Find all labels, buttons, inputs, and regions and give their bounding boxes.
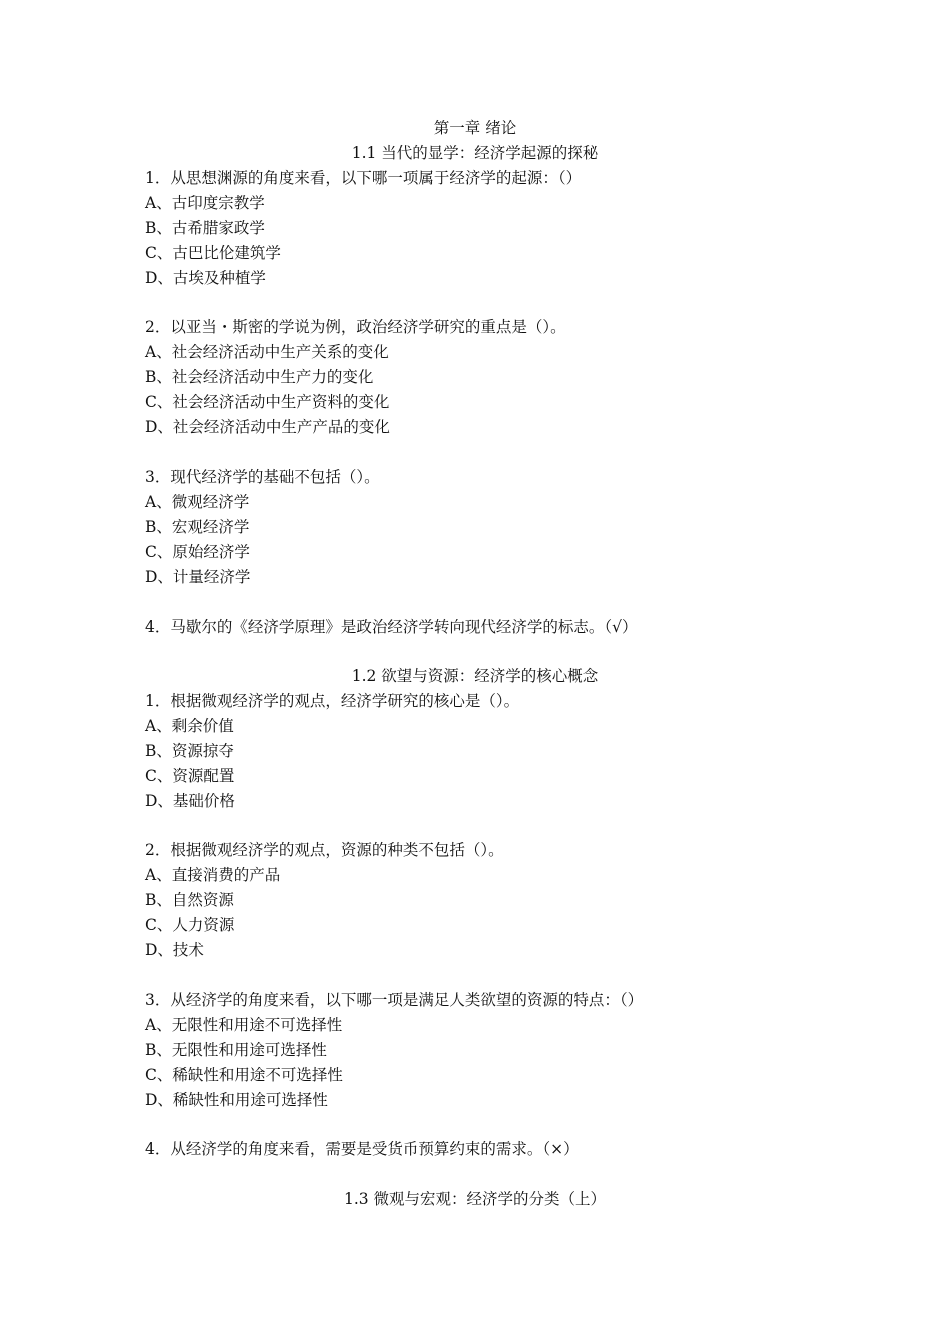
option-a: A、直接消费的产品 [145,866,281,884]
option-a: A、微观经济学 [145,493,250,511]
option-c: C、稀缺性和用途不可选择性 [145,1066,343,1084]
question-text: 2．根据微观经济学的观点，资源的种类不包括（）。 [145,841,504,859]
option-b: B、社会经济活动中生产力的变化 [145,368,374,386]
option-c: C、人力资源 [145,916,235,934]
question-text: 1．从思想渊源的角度来看，以下哪一项属于经济学的起源：（） [145,169,582,187]
option-b: B、无限性和用途可选择性 [145,1041,327,1059]
option-b: B、资源掠夺 [145,742,234,760]
question-text: 3．从经济学的角度来看，以下哪一项是满足人类欲望的资源的特点：（） [145,991,644,1009]
option-c: C、古巴比伦建筑学 [145,244,281,262]
option-c: C、原始经济学 [145,543,250,561]
section-title: 1.2 欲望与资源：经济学的核心概念 [351,667,599,685]
option-b: B、宏观经济学 [145,518,250,536]
section-title: 1.1 当代的显学：经济学起源的探秘 [351,144,599,162]
option-d: D、基础价格 [145,792,235,810]
option-a: A、无限性和用途不可选择性 [145,1016,343,1034]
option-d: D、社会经济活动中生产产品的变化 [145,418,390,436]
question-text: 4．马歇尔的《经济学原理》是政治经济学转向现代经济学的标志。（√） [145,618,638,636]
option-d: D、古埃及种植学 [145,269,266,287]
chapter-title: 第一章 绪论 [433,119,517,137]
option-d: D、计量经济学 [145,568,251,586]
question-text: 4．从经济学的角度来看，需要是受货币预算约束的需求。（×） [145,1140,579,1158]
option-d: D、技术 [145,941,204,959]
option-b: B、古希腊家政学 [145,219,265,237]
question-text: 2．以亚当・斯密的学说为例，政治经济学研究的重点是（）。 [145,318,566,336]
option-a: A、剩余价值 [145,717,234,735]
question-text: 3．现代经济学的基础不包括（）。 [145,468,380,486]
option-c: C、社会经济活动中生产资料的变化 [145,393,390,411]
option-c: C、资源配置 [145,767,235,785]
question-text: 1．根据微观经济学的观点，经济学研究的核心是（）。 [145,692,520,710]
option-a: A、古印度宗教学 [145,194,265,212]
option-b: B、自然资源 [145,891,234,909]
option-a: A、社会经济活动中生产关系的变化 [145,343,389,361]
option-d: D、稀缺性和用途可选择性 [145,1091,328,1109]
section-title: 1.3 微观与宏观：经济学的分类（上） [343,1190,607,1208]
